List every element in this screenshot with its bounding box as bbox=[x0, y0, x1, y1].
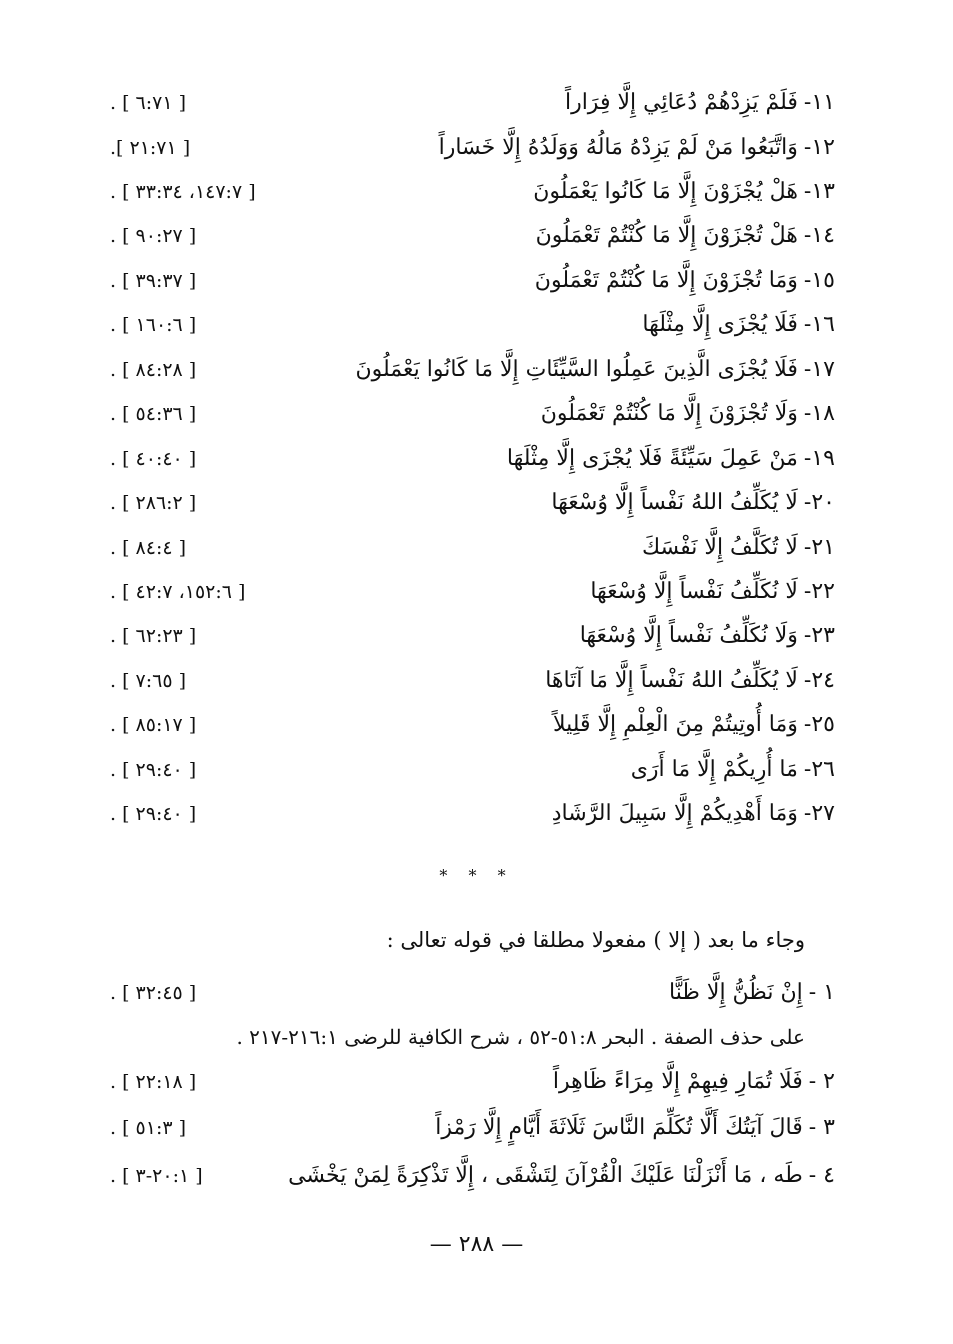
verse-number: ٢٥- bbox=[803, 712, 835, 737]
verse-line bbox=[100, 261, 835, 301]
verse-number: ١ - bbox=[808, 980, 835, 1005]
verse-line bbox=[100, 794, 835, 834]
verse-text bbox=[642, 305, 835, 345]
verse-line bbox=[100, 973, 835, 1013]
verse-text bbox=[288, 1156, 835, 1196]
verse-content: إِنْ نَظُنُّ إِلَّا ظَنًّا bbox=[669, 980, 803, 1005]
verse-line bbox=[100, 350, 835, 390]
verse-number: ٢٢- bbox=[803, 579, 835, 604]
verse-line bbox=[100, 750, 835, 790]
verse-text bbox=[545, 661, 835, 701]
verse-number: ٢٣- bbox=[803, 623, 835, 648]
verse-content: وَلَا تُجْزَوْنَ إِلَّا مَا كُنْتُمْ تَعْمَلُونَ bbox=[540, 401, 798, 426]
verse-line bbox=[100, 1062, 835, 1102]
verse-reference: [ ٧:٦٥ ] . bbox=[110, 670, 187, 692]
verse-content: طَه ، مَا أَنْزَلْنَا عَلَيْكَ الْقُرْآنَ لِتَشْقَى ، إِلَّا تَذْكِرَةً لِمَنْ يَخْشَى bbox=[288, 1163, 803, 1188]
verse-text bbox=[669, 973, 835, 1013]
verse-content: فَلَمْ يَزِدْهُمْ دُعَائِي إِلَّا فِرَاراً bbox=[564, 90, 798, 115]
verse-text bbox=[533, 172, 835, 212]
verse-text bbox=[536, 216, 835, 256]
verse-content: فَلَا يُجْزَى إِلَّا مِثْلَهَا bbox=[642, 312, 798, 337]
verse-text bbox=[535, 261, 835, 301]
verse-reference: [ ٩٠:٢٧ ] . bbox=[110, 225, 197, 247]
verse-text bbox=[435, 1108, 835, 1148]
verse-text bbox=[580, 616, 835, 656]
verse-line bbox=[100, 439, 835, 479]
verse-line bbox=[100, 572, 835, 612]
verse-content: وَمَا تُجْزَوْنَ إِلَّا مَا كُنْتُمْ تَعْمَلُونَ bbox=[534, 268, 798, 293]
verse-content: هَلْ تُجْزَوْنَ إِلَّا مَا كُنْتُمْ تَعْمَلُونَ bbox=[535, 223, 798, 248]
verse-text bbox=[507, 439, 835, 479]
verse-number: ١٤- bbox=[803, 223, 835, 248]
section-separator: * * * bbox=[439, 866, 514, 885]
verse-content: قَالَ آيَتُكَ أَلَّا تُكَلِّمَ النَّاسَ ثَلَاثَةَ أَيَّامٍ إِلَّا رَمْزاً bbox=[435, 1115, 803, 1140]
footnote-line bbox=[100, 1017, 835, 1057]
verse-reference: [ ٢٠:١-٣ ] . bbox=[110, 1165, 203, 1187]
verse-content: وَمَا أُوتِيتُمْ مِنَ الْعِلْمِ إِلَّا قَلِيلاً bbox=[552, 712, 798, 737]
verse-reference: [ ١٥٢:٦، ٤٢:٧ ] . bbox=[110, 581, 246, 603]
verse-text bbox=[553, 1062, 835, 1102]
verse-reference: [ ٦٢:٢٣ ] . bbox=[110, 625, 197, 647]
verse-number: ١٧- bbox=[803, 357, 835, 382]
verse-line bbox=[100, 483, 835, 523]
verse-text bbox=[631, 750, 835, 790]
verse-number: ١٥- bbox=[803, 268, 835, 293]
verse-text bbox=[590, 572, 835, 612]
verse-text bbox=[355, 350, 835, 390]
verse-reference: [ ٢٩:٤٠ ] . bbox=[110, 759, 197, 781]
verse-line bbox=[100, 528, 835, 568]
verse-reference: [ ٥٤:٣٦ ] . bbox=[110, 403, 197, 425]
verse-text bbox=[551, 483, 835, 523]
page-number: — ٢٨٨ — bbox=[429, 1232, 524, 1257]
verse-number: ١٣- bbox=[803, 179, 835, 204]
verse-reference: [ ١٤٧:٧، ٣٣:٣٤ ] . bbox=[110, 181, 256, 203]
verse-content: وَمَا أَهْدِيكُمْ إِلَّا سَبِيلَ الرَّشَادِ bbox=[551, 801, 798, 826]
verse-number: ٢ - bbox=[808, 1069, 835, 1094]
verse-number: ١٨- bbox=[803, 401, 835, 426]
verse-line bbox=[100, 83, 835, 123]
verse-reference: [ ٤٠:٤٠ ] . bbox=[110, 448, 197, 470]
section-intro: وجاء ما بعد ( إلا ) مفعولا مطلقا في قوله تعالى : bbox=[386, 928, 805, 952]
verse-reference: [ ٣٩:٣٧ ] . bbox=[110, 270, 197, 292]
verse-number: ٢٠- bbox=[803, 490, 835, 515]
verse-line bbox=[100, 394, 835, 434]
verse-content: فَلَا تُمَارِ فِيهِمْ إِلَّا مِرَاءً ظَاهِراً bbox=[552, 1069, 803, 1094]
verse-reference: [ ٨٤:٤ ] . bbox=[110, 537, 187, 559]
verse-reference: [ ٢٨٦:٢ ] . bbox=[110, 492, 197, 514]
verse-content: مَنْ عَمِلَ سَيِّئَةً فَلَا يُجْزَى إِلَّا مِثْلَهَا bbox=[506, 446, 798, 471]
verse-number: ١٦- bbox=[803, 312, 835, 337]
verse-content: لَا نُكَلِّفُ نَفْساً إِلَّا وُسْعَهَا bbox=[590, 579, 798, 604]
verse-line bbox=[100, 616, 835, 656]
verse-reference: [ ٢٢:١٨ ] . bbox=[110, 1071, 197, 1093]
verse-content: مَا أُرِيكُمْ إِلَّا مَا أَرَى bbox=[630, 757, 798, 782]
verse-line bbox=[100, 305, 835, 345]
verse-text bbox=[553, 705, 835, 745]
verse-text bbox=[541, 394, 835, 434]
verse-line bbox=[100, 1108, 835, 1148]
verse-number: ٢٧- bbox=[803, 801, 835, 826]
verse-content: فَلَا يُجْزَى الَّذِينَ عَمِلُوا السَّيِّئَاتِ إِلَّا مَا كَانُوا يَعْمَلُونَ bbox=[355, 357, 798, 382]
verse-number: ٣ - bbox=[808, 1115, 835, 1140]
verse-line bbox=[100, 705, 835, 745]
verse-text bbox=[439, 128, 835, 168]
verse-reference: [ ١٦٠:٦ ] . bbox=[110, 314, 197, 336]
verse-number: ٤ - bbox=[808, 1163, 835, 1188]
verse-reference: [ ٦:٧١ ] . bbox=[110, 92, 187, 114]
verse-number: ٢٤- bbox=[803, 668, 835, 693]
verse-reference: [ ٢٩:٤٠ ] . bbox=[110, 803, 197, 825]
verse-content: لَا تُكَلَّفُ إِلَّا نَفْسَكَ bbox=[641, 535, 798, 560]
verse-number: ١٢- bbox=[803, 135, 835, 160]
verse-line bbox=[100, 216, 835, 256]
verse-number: ١٩- bbox=[803, 446, 835, 471]
verse-reference: [ ٨٥:١٧ ] . bbox=[110, 714, 197, 736]
verse-number: ٢١- bbox=[803, 535, 835, 560]
verse-number: ٢٦- bbox=[803, 757, 835, 782]
verse-text bbox=[565, 83, 835, 123]
verse-reference: [ ٥١:٣ ] . bbox=[110, 1117, 187, 1139]
verse-content: لَا يُكَلِّفُ اللهُ نَفْساً إِلَّا مَا آتَاهَا bbox=[545, 668, 798, 693]
verse-text bbox=[552, 794, 835, 834]
verse-reference: [ ٢١:٧١ ]. bbox=[110, 137, 191, 159]
verse-line bbox=[100, 1156, 835, 1196]
verse-line bbox=[100, 172, 835, 212]
verse-line bbox=[100, 128, 835, 168]
verse-content: هَلْ يُجْزَوْنَ إِلَّا مَا كَانُوا يَعْمَلُونَ bbox=[533, 179, 798, 204]
verse-line bbox=[100, 661, 835, 701]
verse-text bbox=[642, 528, 835, 568]
verse-number: ١١- bbox=[803, 90, 835, 115]
verse-content: وَاتَّبَعُوا مَنْ لَمْ يَزِدْهُ مَالُهُ وَوَلَدُهُ إِلَّا خَسَاراً bbox=[438, 135, 798, 160]
verse-reference: [ ٨٤:٢٨ ] . bbox=[110, 359, 197, 381]
footnote-text: على حذف الصفة . البحر ٥١:٨-٥٢ ، شرح الكافية للرضى ٢١٦:١-٢١٧ . bbox=[236, 1025, 805, 1049]
verse-content: وَلَا نُكَلِّفُ نَفْساً إِلَّا وُسْعَهَا bbox=[579, 623, 798, 648]
verse-reference: [ ٣٢:٤٥ ] . bbox=[110, 982, 197, 1004]
verse-content: لَا يُكَلِّفُ اللهُ نَفْساً إِلَّا وُسْعَهَا bbox=[551, 490, 798, 515]
